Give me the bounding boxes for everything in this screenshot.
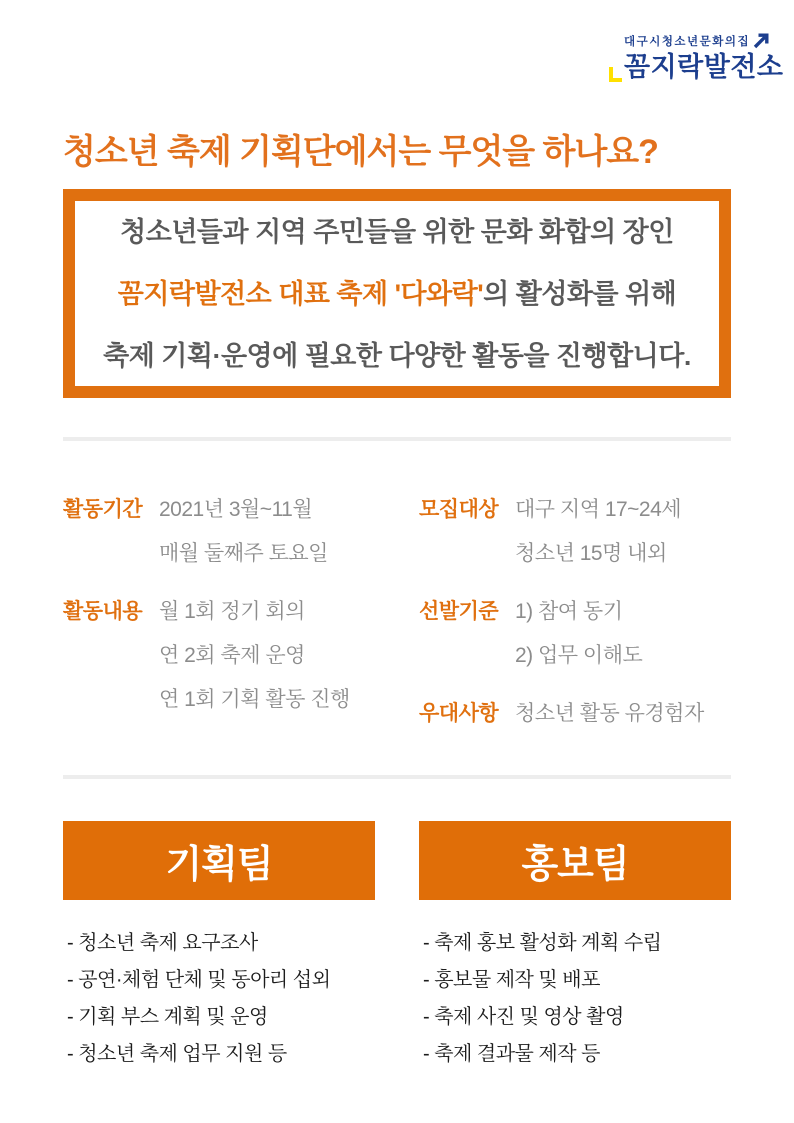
info-label: 활동기간 (63, 498, 143, 521)
info-column-right (419, 488, 731, 750)
logo-corner-accent (609, 67, 622, 82)
info-value: 청소년 15명 내외 (515, 542, 667, 565)
info-group-activity-period (63, 488, 375, 576)
info-column-left (63, 488, 375, 750)
info-value: 연 1회 기획 활동 진행 (159, 688, 350, 711)
list-item: - 축제 사진 및 영상 촬영 (423, 1006, 624, 1028)
org-subtitle: 대구시청소년문화의집 (624, 35, 751, 48)
intro-line-3: 축제 기획·운영에 필요한 다양한 활동을 진행합니다. (103, 340, 691, 371)
info-values (515, 590, 642, 678)
teams-section (63, 821, 731, 1073)
info-label: 모집대상 (419, 498, 499, 521)
intro-line-2-highlight: 꼼지락발전소 대표 축제 '다와락' (117, 278, 484, 309)
list-item: - 기획 부스 계획 및 운영 (67, 1006, 268, 1028)
org-name: 꼼지락발전소 (624, 52, 784, 82)
list-item: - 공연·체험 단체 및 동아리 섭외 (67, 969, 331, 991)
info-value: 월 1회 정기 회의 (159, 600, 305, 623)
info-group-activity-content (63, 590, 375, 722)
info-group-preference (419, 692, 731, 736)
info-group-recruit-target (419, 488, 731, 576)
list-item: - 축제 홍보 활성화 계획 수립 (423, 932, 662, 954)
team-header-planning: 기획팀 (63, 821, 375, 900)
list-item: - 축제 결과물 제작 등 (423, 1043, 600, 1065)
page-title: 청소년 축제 기획단에서는 무엇을 하나요? (63, 133, 658, 171)
team-header-promotion: 홍보팀 (419, 821, 731, 900)
info-group-selection-criteria (419, 590, 731, 678)
team-list (419, 925, 731, 1073)
intro-line-2-rest: 의 활성화를 위해 (483, 278, 677, 309)
list-item: - 청소년 축제 요구조사 (67, 932, 258, 954)
info-values (515, 488, 681, 576)
team-planning (63, 821, 375, 1073)
list-item: - 홍보물 제작 및 배포 (423, 969, 600, 991)
divider-bottom (63, 775, 731, 779)
info-values (159, 488, 328, 576)
list-item: - 청소년 축제 업무 지원 등 (67, 1043, 287, 1065)
org-logo (609, 26, 784, 86)
info-value: 2) 업무 이해도 (515, 644, 643, 667)
team-list (63, 925, 375, 1073)
divider-top (63, 437, 731, 441)
info-values (515, 692, 704, 736)
intro-box (63, 189, 731, 398)
info-value: 매월 둘째주 토요일 (159, 542, 328, 565)
intro-line-2 (118, 263, 677, 325)
info-values (159, 590, 350, 722)
info-value: 1) 참여 동기 (515, 600, 623, 623)
team-promotion (419, 821, 731, 1073)
info-value: 연 2회 축제 운영 (159, 644, 305, 667)
info-value: 대구 지역 17~24세 (515, 498, 682, 521)
info-value: 2021년 3월~11월 (159, 498, 313, 521)
info-label: 우대사항 (419, 702, 499, 725)
info-section (63, 488, 731, 750)
info-value: 청소년 활동 유경험자 (515, 702, 704, 725)
info-label: 활동내용 (63, 600, 143, 623)
intro-line-1: 청소년들과 지역 주민들을 위한 문화 화합의 장인 (120, 216, 674, 247)
info-label: 선발기준 (419, 600, 499, 623)
